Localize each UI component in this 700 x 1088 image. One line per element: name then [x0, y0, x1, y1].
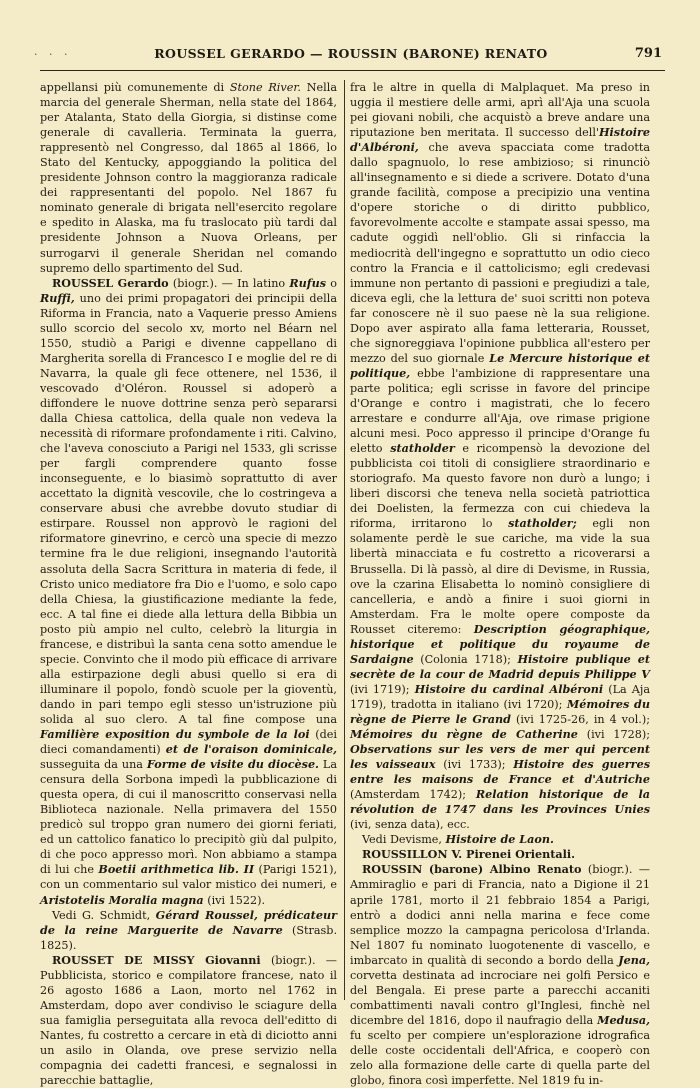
text-run: ebbe l'ambizione di rappresentare una parte politica; egli scrisse in favore del principe d'Orange e contro i magistrati, che lo fecero arrestare e condurre all'Aja, ove rimase prigione alcuni mesi. Poco appresso il principe d'Orange fu eletto — [350, 366, 650, 456]
entry-continuation — [40, 80, 337, 276]
text-run: fra le altre in quella di Malplaquet. Ma preso in uggia il mestiere delle armi, aprì all'Aja una scuola pei giovani nobili, che acquistò a breve andare una riputazione ben meritata. Il successo dell' — [350, 81, 650, 140]
text-run: egli non solamente perdè le sue cariche, ma vide la sua libertà minacciata e fu costretto a ricoverarsi a Brussella. Di là passò, al dire di Devisme, in Russia, ove la czarina Elisabetta lo nominò consigliere di cancelleria, e andò a finire i suoi giorni in Amsterdam. Fra le molte opere composte da Rousset citeremo: — [350, 517, 650, 636]
text-run: Familière exposition du symbole de la loi — [40, 727, 310, 742]
text-run: Mémoires du règne de Catherine — [350, 727, 578, 742]
text-run: Histoire publique et secrète de la cour de Madrid depuis Philippe V — [350, 651, 650, 681]
text-run: La censura della Sorbona impedì la pubblicazione di questa opera, di cui il manoscritto conservasi nella Biblioteca nazionale. Nella primavera del 1550 predicò sul troppo gran numero dei giorni feriati, ed un cattolico fanatico lo precipitò giù dal pulpito, di che poco appresso morì. Non abbiamo a stampa di lui che — [40, 758, 338, 877]
text-run: Aristotelis Moralia magna — [40, 892, 204, 907]
text-run: (ivi 1719); — [350, 682, 415, 696]
text-run: che aveva spacciata come tradotta dallo spagnuolo, lo rese ambizioso; si rinunciò all'insegnamento e si diede a scrivere. Dotato d'una grande facilità, compose a precipizio una ventina d'opere storiche o di diritto pubblico, favorevolmente accolte e stampate assai spesso, ma cadute oggidì nell'oblio. Gli si rinfaccia la mediocrità dell'ingegno e soprattutto un odio cieco contro la Francia e il cattolicismo; egli credevasi immune non pertanto di passioni e pregiudizi a tale, diceva egli, che la lettura de' suoi scritti non poteva far conoscere nè il suo paese nè la sua religione. Dopo aver aspirato alla fama letteraria, Rousset, che signoreggiava l'opinione pubblica all'estero per mezzo del suo giornale — [350, 141, 650, 365]
text-run: (ivi 1725-26, in 4 vol.); — [511, 712, 650, 726]
text-run: (Strasb. 1825). — [40, 923, 338, 952]
reference-line — [40, 908, 337, 953]
running-header — [34, 46, 662, 66]
text-run: (ivi 1728); — [577, 728, 650, 742]
text-run: (ivi 1733); — [435, 758, 514, 772]
text-run: Histoire du cardinal Albéroni — [414, 681, 604, 696]
text-run: (biogr.). — Pubblicista, storico e compilatore francese, nato il 26 agosto 1686 a Laon, morto nel 1762 in Amsterdam, dopo aver condiviso le sciagure della sua famiglia perseguitata alla revoca dell'editto di Nantes, fu costretto a cercare in età di diciotto anni un asilo in Olanda, ove prese servizio nella compagnia dei cadetti francesi, e segnalossi in parecchie battaglie, — [40, 953, 337, 1088]
text-run: (biogr.). — In latino — [168, 276, 290, 290]
text-run: Histoire des guerres entre les maisons de France et d'Autriche — [350, 757, 650, 787]
text-run: e ricompensò la devozione del pubblicista coi titoli di consigliere straordinario e storiografo. Ma questo favore non durò a lungo; i liberi discorsi che teneva nella società patriottica dei Doelisten, la fermezza con cui chiedeva la riforma, irritarono lo — [350, 442, 650, 531]
left-column — [40, 80, 337, 1088]
text-run: Gérard Roussel, prédicateur de la reine Marguerite de Navarre — [40, 907, 337, 937]
entry-headword: ROUSSIN (barone) Albino Renato — [362, 862, 582, 877]
text-run: statholder — [390, 441, 455, 456]
print-specks: · · · — [34, 48, 72, 61]
text-run: Vedi Devisme, — [362, 833, 446, 847]
text-run: Rufus — [289, 275, 327, 290]
text-run: Histoire de Laon. — [445, 832, 554, 847]
text-run: Nella marcia del generale Sherman, nella state del 1864, per Atalanta, Stato della Giorgia, si distinse come generale di cavalleria. Terminata la guerra, rappresentò nel Congresso, dal 1865 al 1866, lo Stato del Kentucky, appoggiando la politica del presidente Johnson contro la maggioranza radicale dei rappresentanti del popolo. Nel 1867 fu nominato generale di brigata nell'esercito regolare e spedito in Alaska, ma fu traslocato più tardi dal presidente Johnson a Nuova Orleans, per surrogarvi il generale Sheridan nel comando supremo dello spartimento del Sud. — [40, 81, 337, 275]
text-run: Relation historique de la révolution de 1747 dans les Provinces Unies — [350, 787, 650, 817]
text-run: (Amsterdam 1742); — [350, 788, 476, 802]
page-number: 791 — [634, 46, 662, 61]
text-run: fu scelto per compiere un'esplorazione idrografica delle coste occidentali dell'Africa, e cooperò con zelo alla formazione delle carte di quella parte del globo, finora così imperfette. Nel 1819 fu in- — [350, 1028, 650, 1088]
text-run: appellansi più comunemente di — [40, 81, 225, 94]
text-run: uno dei primi propagatori dei principii della Riforma in Francia, nato a Vaquerie presso Amiens sullo scorcio del secolo xv, morto nel Béarn nel 1550, studiò a Parigi e divenne cappellano di Margherita sorella di Francesco I e moglie del re di Navarra, la quale gli fece ottenere, nel 1536, il vescovado d'Oléron. Roussel si adoperò a diffondere le nuove dottrine senza però separarsi dalla Chiesa cattolica, della quale non vedeva la necessità di riformare profondamente i riti. Calvino, che l'aveva conosciuto a Parigi nel 1533, gli scrisse per fargli comprendere quanto fosse inconseguente, e lo biasimò soprattutto di aver accettato la dignità vescovile, che lo costringeva a conservare abusi che avrebbe dovuto studiar di estirpare. Roussel non approvò le ragioni del riformatore ginevrino, e cercò una specie di mezzo termine fra le due religioni, insegnando l'autorità assoluta della Sacra Scrittura in materia di fede, il Cristo unico mediatore fra Dio e l'uomo, e solo capo della Chiesa, la giustificazione mediante la fede, ecc. A tal fine ei diede alla lettura della Bibbia un posto più ampio nel culto, celebrò la liturgia in francese, e distribuì la santa cena sotto amendue le specie. Convinto che il modo più efficace di arrivare alla estirpazione degli abusi quello si era di illuminare il popolo, fondò scuole per la gioventù, dando in pari tempo egli stesso un'istruzione più solida al suo clero. A tal fine compose una — [40, 291, 337, 726]
entry-rousset-de-missy — [40, 953, 337, 1088]
text-run: et de l'oraison dominicale, — [165, 742, 337, 757]
right-column — [350, 80, 650, 1088]
text-run: Stone River. — [229, 81, 301, 94]
text-run: Observations sur les vers de mer qui percent les vaisseaux — [350, 742, 650, 772]
entry-continuation — [350, 80, 650, 832]
text-run: Histoire d'Albéroni, — [350, 125, 650, 155]
text-run: Mémoires du règne de Pierre le Grand — [350, 696, 650, 726]
text-run: (biogr.). — Ammiraglio e pari di Francia, nato a Digione il 21 aprile 1781, morto il 21 febbraio 1854 a Parigi, entrò a dodici anni nella marina e fece come semplice mozzo la campagna pericolosa d'Irlanda. Nel 1807 fu nominato luogotenente di vascello, e imbarcato in qualità di secondo a bordo della — [350, 863, 650, 967]
column-divider — [344, 80, 345, 1000]
text-run: Medusa, — [597, 1012, 650, 1027]
text-run: Le Mercure historique et politique, — [350, 350, 650, 380]
text-run: corvetta destinata ad incrociare nei golfi Persico e del Bengala. Ei prese parte a parecchi accaniti combattimenti navali contro gl'Inglesi, finchè nel dicembre del 1816, dopo il naufragio della — [350, 968, 650, 1027]
text-run: (Colonia 1718); — [413, 652, 518, 666]
header-title: ROUSSEL GERARDO — ROUSSIN (BARONE) RENATO — [154, 46, 548, 61]
entry-headword: ROUSSET DE MISSY Giovanni — [52, 952, 261, 967]
entry-headword: ROUSSILLON V. Pirenei Orientali. — [362, 847, 576, 862]
text-run: Vedi G. Schmidt, — [52, 908, 156, 922]
text-run: susseguita da una — [40, 758, 147, 772]
text-run: (ivi, senza data), ecc. — [350, 818, 470, 832]
entry-roussillon — [350, 847, 650, 862]
text-run: (ivi 1522). — [203, 893, 266, 907]
text-run: (dei dieci comandamenti) — [40, 728, 337, 757]
header-rule — [40, 70, 665, 71]
text-run: Boetii arithmetica lib. II — [98, 862, 255, 877]
text-run: statholder; — [508, 516, 577, 531]
text-run: Forme de visite du diocèse. — [146, 757, 319, 772]
entry-roussel-gerardo — [40, 276, 337, 908]
text-run: Jena, — [618, 952, 650, 967]
text-run: (La Aja 1719), tradotta in italiano (ivi 1720); — [350, 682, 650, 711]
reference-line — [350, 832, 650, 847]
text-run: (Parigi 1521), con un commentario sul valor mistico dei numeri, e — [40, 863, 337, 892]
entry-roussin — [350, 862, 650, 1088]
text-run: Description géographique, historique et politique du royaume de Sardaigne — [350, 621, 650, 666]
entry-headword: ROUSSEL Gerardo — [52, 275, 169, 290]
text-run: Ruffi, — [40, 290, 75, 305]
text-run: o — [326, 276, 338, 290]
